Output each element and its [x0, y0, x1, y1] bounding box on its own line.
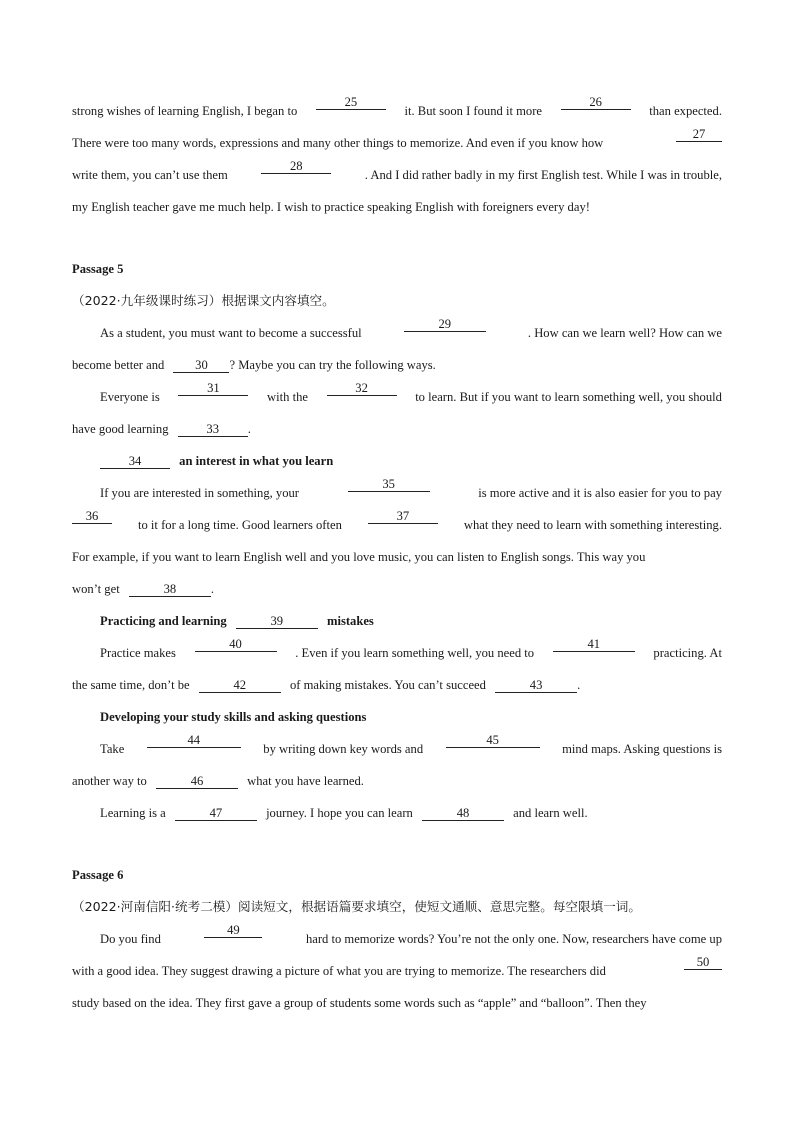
text: Practicing and learning	[100, 614, 227, 628]
blank-43[interactable]: 43	[495, 678, 577, 693]
text: There were too many words, expressions and many other things to memorize. And even if you know how	[72, 136, 604, 150]
blank-26[interactable]: 26	[561, 95, 631, 110]
text: write them, you can’t use them	[72, 168, 228, 182]
p5-heading-3: Developing your study skills and asking questions	[100, 710, 367, 724]
text: what you have learned.	[247, 774, 364, 788]
p4-line-4: my English teacher gave me much help. I wish to practice speaking English with foreigners every day!	[72, 200, 590, 214]
text: mistakes	[326, 614, 374, 628]
blank-29[interactable]: 29	[404, 317, 486, 332]
text: what they need to learn with something interesting.	[463, 518, 722, 532]
text: journey. I hope you can learn	[266, 806, 413, 820]
p5-line-e2	[72, 765, 722, 797]
text: become better and	[72, 358, 165, 372]
text: and learn well.	[513, 806, 588, 820]
p5-line-c1	[72, 477, 722, 509]
p5-line-d1	[72, 637, 722, 669]
blank-42[interactable]: 42	[199, 678, 281, 693]
blank-36[interactable]: 36	[72, 509, 112, 524]
blank-34[interactable]: 34	[100, 454, 170, 469]
text: hard to memorize words? You’re not the only one. Now, researchers have come up	[305, 932, 722, 946]
text: .	[577, 678, 581, 692]
text: with a good idea. They suggest drawing a picture of what you are trying to memorize. The researchers did	[72, 964, 606, 978]
p5-line-a2	[72, 349, 722, 381]
blank-38[interactable]: 38	[129, 582, 211, 597]
p5-line-c2	[72, 509, 722, 541]
blank-30[interactable]: 30	[173, 358, 229, 373]
p4-line-3	[72, 159, 722, 191]
text: As a student, you must want to become a successful	[100, 326, 362, 340]
passage-5-source: （2022·九年级课时练习）根据课文内容填空。	[72, 293, 335, 308]
text: Take	[100, 742, 125, 756]
text: If you are interested in something, your	[100, 486, 299, 500]
p5-heading-2	[72, 605, 722, 637]
text: to it for a long time. Good learners often	[137, 518, 342, 532]
text: Practice makes	[100, 646, 176, 660]
text: . How can we learn well? How can we	[527, 326, 722, 340]
p5-line-b2	[72, 413, 722, 445]
text: .	[247, 422, 251, 436]
p5-line-c4	[72, 573, 722, 605]
blank-31[interactable]: 31	[178, 381, 248, 396]
blank-50[interactable]: 50	[684, 955, 722, 970]
blank-40[interactable]: 40	[195, 637, 277, 652]
blank-35[interactable]: 35	[348, 477, 430, 492]
p5-line-c3: For example, if you want to learn English well and you love music, you can listen to English songs. This way you	[72, 550, 646, 564]
text: .	[210, 582, 215, 596]
blank-37[interactable]: 37	[368, 509, 438, 524]
text: mind maps. Asking questions is	[562, 742, 722, 756]
text: it. But soon I found it more	[404, 104, 542, 118]
blank-47[interactable]: 47	[175, 806, 257, 821]
text: practicing. At	[653, 646, 722, 660]
text: of making mistakes. You can’t succeed	[289, 678, 486, 692]
text: Do you find	[100, 932, 161, 946]
p5-line-e1	[72, 733, 722, 765]
blank-32[interactable]: 32	[327, 381, 397, 396]
text: have good learning	[72, 422, 169, 436]
blank-33[interactable]: 33	[178, 422, 248, 437]
text: another way to	[72, 774, 147, 788]
text: . Even if you learn something well, you need to	[295, 646, 535, 660]
p6-line-a3: study based on the idea. They first gave a group of students some words such as “apple” and “balloon”. Then they	[72, 996, 647, 1010]
blank-28[interactable]: 28	[261, 159, 331, 174]
p4-line-2	[72, 127, 722, 159]
passage-6-title: Passage 6	[72, 868, 124, 882]
p4-line-1	[72, 95, 722, 127]
passage-5-title: Passage 5	[72, 262, 124, 276]
text: is more active and it is also easier for you to pay	[478, 486, 722, 500]
text: strong wishes of learning English, I began to	[72, 104, 298, 118]
blank-46[interactable]: 46	[156, 774, 238, 789]
blank-25[interactable]: 25	[316, 95, 386, 110]
text: by writing down key words and	[263, 742, 424, 756]
p5-line-a1	[72, 317, 722, 349]
p5-line-d2	[72, 669, 722, 701]
text: the same time, don’t be	[72, 678, 190, 692]
p5-line-b1	[72, 381, 722, 413]
text: Learning is a	[100, 806, 166, 820]
blank-48[interactable]: 48	[422, 806, 504, 821]
text: to learn. But if you want to learn something well, you should	[415, 390, 722, 404]
blank-49[interactable]: 49	[204, 923, 262, 938]
blank-41[interactable]: 41	[553, 637, 635, 652]
p5-heading-1	[72, 445, 722, 477]
text: with the	[267, 390, 308, 404]
text: . And I did rather badly in my first English test. While I was in trouble,	[364, 168, 722, 182]
p6-line-a2	[72, 955, 722, 987]
text: than expected.	[649, 104, 722, 118]
blank-44[interactable]: 44	[147, 733, 241, 748]
text: Everyone is	[100, 390, 160, 404]
text: won’t get	[72, 582, 120, 596]
passage-6-source: （2022·河南信阳·统考二模）阅读短文，根据语篇要求填空，使短文通顺、意思完整。每空限填一词。	[72, 899, 641, 914]
blank-27[interactable]: 27	[676, 127, 722, 142]
p5-line-f1	[72, 797, 722, 829]
blank-39[interactable]: 39	[236, 614, 318, 629]
blank-45[interactable]: 45	[446, 733, 540, 748]
text: ? Maybe you can try the following ways.	[229, 358, 436, 372]
p6-line-a1	[72, 923, 722, 955]
text: an interest in what you learn	[179, 454, 334, 468]
